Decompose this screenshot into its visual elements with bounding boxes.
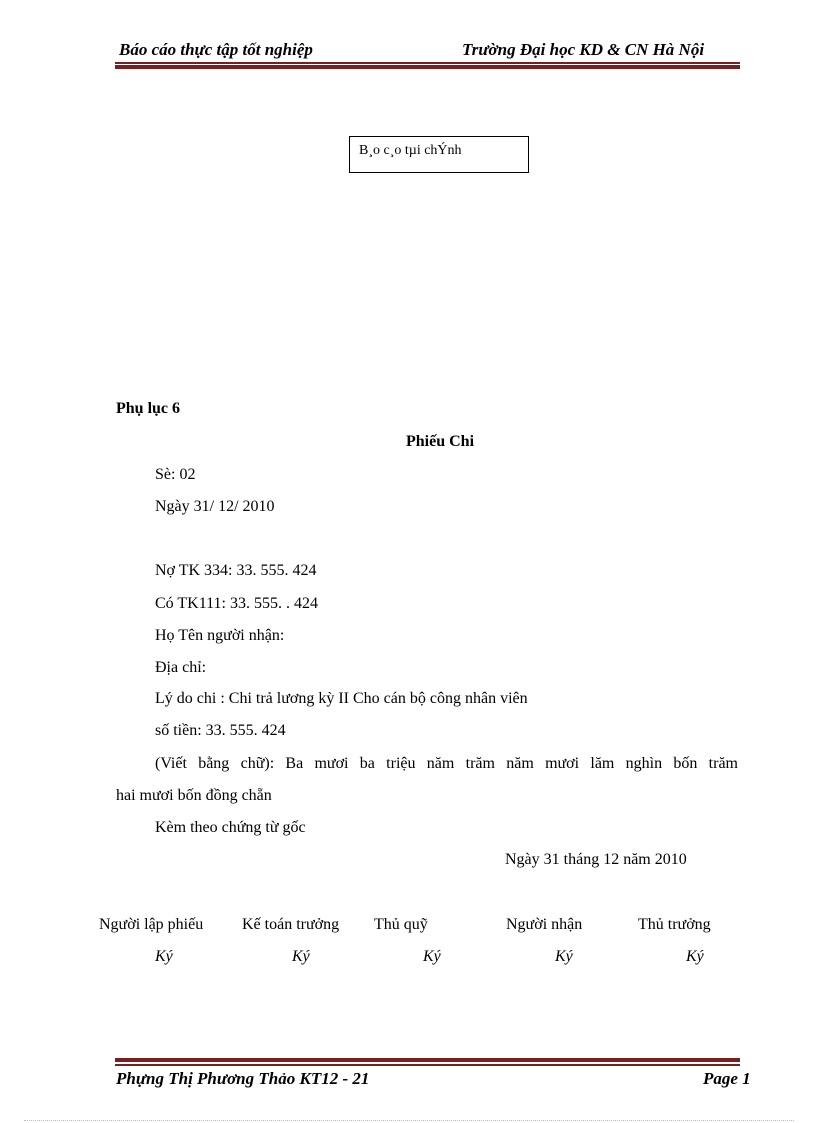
footer-rule-thick xyxy=(115,1058,740,1062)
signature-role-recipient: Người nhận xyxy=(506,916,583,933)
signature-role-preparer: Người lập phiếu xyxy=(99,916,204,933)
footer-page-number: Page 1 xyxy=(703,1069,751,1088)
recipient-name: Họ Tên người nhận: xyxy=(155,627,285,644)
header-rule-thick xyxy=(115,65,740,69)
signature-role-chief-accountant: Kế toán trưởng xyxy=(242,916,340,933)
signature-mark-preparer: Ký xyxy=(155,948,173,965)
signature-mark-cashier: Ký xyxy=(423,948,441,965)
signature-mark-chief-accountant: Ký xyxy=(292,948,310,965)
attachment-note: Kèm theo chứng từ gốc xyxy=(155,819,306,836)
payment-amount: số tiền: 33. 555. 424 xyxy=(155,722,286,739)
credit-account: Có TK111: 33. 555. . 424 xyxy=(155,595,318,612)
voucher-date: Ngày 31/ 12/ 2010 xyxy=(155,498,275,515)
header-left-title: Báo cáo thực tập tốt nghiệp xyxy=(119,40,313,59)
signature-mark-recipient: Ký xyxy=(555,948,573,965)
recipient-address: Địa chỉ: xyxy=(155,659,207,676)
voucher-number: Sè: 02 xyxy=(155,466,196,483)
debit-account: Nợ TK 334: 33. 555. 424 xyxy=(155,562,317,579)
amount-in-words-line1: (Viết bằng chữ): Ba mươi ba triệu năm trăm năm mươi lăm nghìn bốn trăm xyxy=(155,755,738,772)
signing-date: Ngày 31 tháng 12 năm 2010 xyxy=(505,851,687,868)
footer-rule-thin xyxy=(115,1064,740,1066)
document-title: Phiếu Chi xyxy=(406,433,475,450)
report-title-box-text: B¸o c¸o tµi chÝnh xyxy=(359,143,462,158)
signature-role-director: Thủ trưởng xyxy=(638,916,711,933)
appendix-label: Phụ lục 6 xyxy=(116,400,181,417)
footer-author: Phựng Thị Phương Thảo KT12 - 21 xyxy=(116,1069,370,1088)
report-title-box xyxy=(349,136,529,173)
payment-reason: Lý do chi : Chi trả lương kỳ II Cho cán bộ công nhân viên xyxy=(155,690,528,707)
page-bottom-dotted-line xyxy=(24,1120,794,1121)
header-right-title: Trường Đại học KD & CN Hà Nội xyxy=(462,40,705,59)
header-rule-thin xyxy=(115,62,740,64)
signature-mark-director: Ký xyxy=(686,948,704,965)
signature-role-cashier: Thủ quỹ xyxy=(374,916,428,933)
amount-in-words-line2: hai mươi bốn đồng chẵn xyxy=(116,787,272,804)
